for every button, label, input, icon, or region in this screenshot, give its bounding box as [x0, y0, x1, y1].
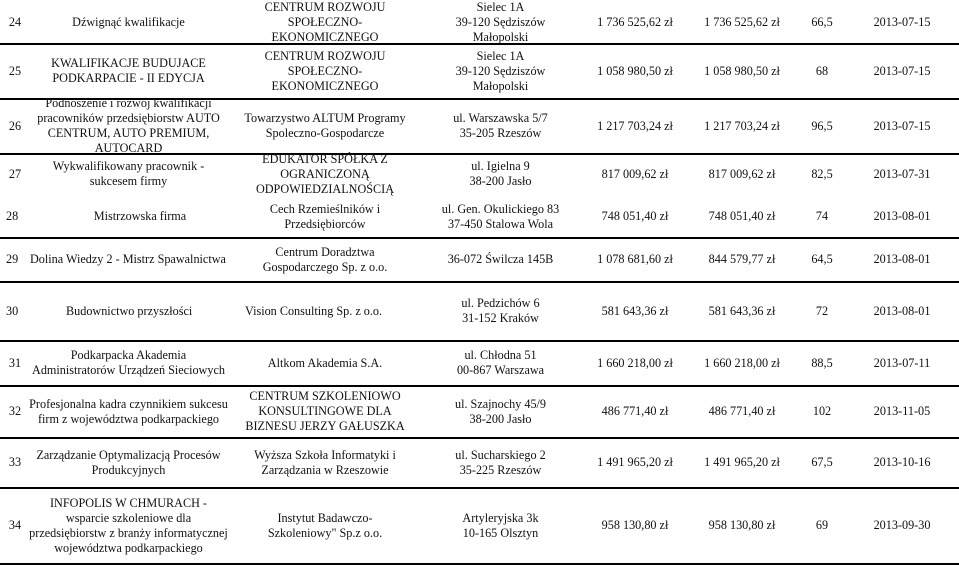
row-number: 30: [6, 303, 19, 318]
funding-amount: 958 130,80 zł: [708, 518, 776, 532]
evaluation-date: 2013-07-15: [873, 63, 931, 78]
project-title-line: firm z województwa podkarpackiego: [37, 411, 220, 426]
project-title-line: sukcesem firmy: [89, 174, 168, 188]
project-value: 1 078 681,60 zł: [597, 252, 673, 266]
funding-amount: 1 736 525,62 zł: [704, 14, 780, 29]
organization-address: [419, 195, 582, 238]
project-title: [26, 43, 231, 99]
project-title-line: Podnoszenie i rozwój kwalifikacji: [45, 96, 212, 110]
project-value: 1 491 965,20 zł: [597, 455, 673, 469]
project-title: [26, 153, 231, 195]
project-title-line: CENTRUM, AUTO PREMIUM,: [47, 126, 210, 140]
organization-name-line: Przedsiębiorców: [284, 216, 366, 231]
organization-address: 36-072 Świlcza 145B: [447, 252, 554, 266]
organization-address-line: ul. Pedzichów 6: [461, 296, 540, 310]
organization-name-line: Szkoleniowy" Sp.z o.o.: [267, 525, 383, 540]
organization-address-line: Małopolski: [472, 78, 529, 93]
funding-amount: 748 051,40 zł: [708, 209, 776, 223]
organization-name-line: Centrum Doradztwa: [275, 244, 375, 259]
project-title: Dźwignąć kwalifikacje: [72, 14, 185, 29]
project-value: 1 217 703,24 zł: [597, 118, 673, 133]
project-title: [26, 487, 231, 564]
funding-amount: 1 491 965,20 zł: [704, 455, 780, 469]
organization-name-line: Instytut Badawczo-: [277, 510, 373, 525]
row-number: 29: [6, 252, 19, 266]
organization-name-line: KONSULTINGOWE DLA: [258, 404, 392, 418]
organization-name: Vision Consulting Sp. z o.o.: [245, 303, 383, 318]
organization-address: [419, 385, 582, 438]
organization-address-line: ul. Sucharskiego 2: [455, 447, 546, 462]
project-title-line: Administratorów Urządzeń Sieciowych: [32, 363, 225, 377]
funding-amount: 1 217 703,24 zł: [704, 118, 780, 133]
project-value: 958 130,80 zł: [601, 518, 669, 532]
evaluation-date: 2013-11-05: [873, 404, 931, 418]
organization-name-line: Wyższa Szkoła Informatyki i: [254, 447, 396, 462]
organization-name-line: ODPOWIEDZIALNOŚCIĄ: [255, 181, 395, 196]
project-value: 581 643,36 zł: [601, 303, 669, 318]
project-value: 486 771,40 zł: [601, 404, 669, 418]
organization-address-line: ul. Warszawska 5/7: [453, 111, 548, 125]
row-number: 31: [8, 355, 22, 370]
organization-address: [419, 153, 582, 195]
evaluation-score: 68: [815, 63, 829, 78]
organization-name-line: OGRANICZONĄ: [280, 166, 370, 181]
evaluation-score: 67,5: [811, 455, 833, 469]
organization-address-line: Sielec 1A: [476, 48, 525, 63]
organization-name: [231, 195, 419, 238]
evaluation-date: 2013-08-01: [873, 252, 931, 266]
organization-name: [231, 437, 419, 488]
organization-address-line: 10-165 Olsztyn: [462, 525, 539, 540]
project-title-line: Wykwalifikowany pracownik -: [52, 159, 205, 173]
evaluation-score: 66,5: [811, 14, 833, 29]
project-title-line: Zarządzanie Optymalizacją Procesów: [36, 447, 221, 462]
evaluation-date: 2013-07-31: [873, 166, 931, 181]
organization-address-line: ul. Gen. Okulickiego 83: [441, 201, 560, 216]
organization-name-line: EKONOMICZNEGO: [271, 29, 379, 44]
organization-address-line: Artyleryjska 3k: [462, 510, 539, 525]
row-number: 32: [8, 404, 22, 418]
evaluation-score: 69: [815, 518, 829, 532]
funding-amount: 581 643,36 zł: [708, 303, 776, 318]
organization-address-line: ul. Szajnochy 45/9: [454, 396, 547, 411]
organization-name-line: CENTRUM ROZWOJU: [264, 0, 386, 14]
organization-name-line: EDUKATOR SPÓŁKA Z: [262, 151, 388, 166]
funding-amount: 1 660 218,00 zł: [704, 355, 780, 370]
evaluation-score: 96,5: [811, 118, 833, 133]
project-value: 1 660 218,00 zł: [597, 355, 673, 370]
row-number: 33: [8, 455, 22, 469]
project-value: 748 051,40 zł: [601, 209, 669, 223]
organization-address-line: Sielec 1A: [476, 0, 525, 14]
row-number: 27: [8, 166, 22, 181]
evaluation-date: 2013-07-11: [873, 355, 931, 370]
organization-name-line: Towarzystwo ALTUM Programy: [244, 111, 406, 125]
organization-name: [231, 487, 419, 564]
organization-name-line: CENTRUM SZKOLENIOWO: [249, 389, 401, 403]
evaluation-score: 64,5: [811, 252, 833, 266]
evaluation-score: 82,5: [811, 166, 833, 181]
evaluation-score: 74: [815, 209, 829, 223]
organization-name: Altkom Akademia S.A.: [267, 355, 383, 370]
organization-name-line: Gospodarczego Sp. z o.o.: [262, 259, 388, 274]
project-title-line: Profesjonalna kadra czynnikiem sukcesu: [29, 396, 228, 411]
organization-name-line: Cech Rzemieślników i: [269, 201, 381, 216]
project-value: 817 009,62 zł: [601, 166, 669, 181]
project-title: [26, 437, 231, 488]
organization-name-line: BIZNESU JERZY GAŁUSZKA: [245, 419, 405, 433]
organization-address-line: 35-225 Rzeszów: [459, 462, 542, 477]
organization-name-line: Spoleczno-Gospodarcze: [265, 126, 385, 140]
evaluation-date: 2013-08-01: [873, 209, 931, 223]
organization-address-line: 39-120 Sędziszów: [455, 14, 546, 29]
evaluation-date: 2013-10-16: [873, 455, 931, 469]
row-number: 24: [8, 14, 22, 29]
funding-amount: 1 058 980,50 zł: [704, 63, 780, 78]
project-title: Budownictwo przyszłości: [66, 303, 193, 318]
organization-name-line: EKONOMICZNEGO: [271, 78, 379, 93]
project-title: [26, 385, 231, 438]
organization-name: [231, 237, 419, 282]
organization-address: [419, 0, 582, 44]
project-title-line: Podkarpacka Akademia: [70, 348, 187, 362]
organization-address-line: 38-200 Jasło: [469, 174, 532, 188]
organization-name: [231, 98, 419, 154]
organization-address: [419, 98, 582, 154]
funding-amount: 486 771,40 zł: [708, 404, 776, 418]
funding-amount: 844 579,77 zł: [708, 252, 776, 266]
organization-address-line: 38-200 Jasło: [469, 411, 532, 426]
organization-name-line: SPOŁECZNO-: [287, 63, 363, 78]
project-title-line: INFOPOLIS W CHMURACH -: [50, 495, 207, 510]
organization-address-line: 31-152 Kraków: [462, 311, 539, 325]
funding-amount: 817 009,62 zł: [708, 166, 776, 181]
row-number: 25: [8, 63, 22, 78]
organization-name: [231, 43, 419, 99]
organization-name-line: Zarządzania w Rzeszowie: [261, 462, 389, 477]
project-title: Mistrzowska firma: [93, 209, 187, 223]
organization-address-line: 37-450 Stalowa Wola: [447, 216, 554, 231]
project-title-line: Produkcyjnych: [91, 462, 166, 477]
organization-name: [231, 385, 419, 438]
organization-name: [231, 153, 419, 195]
project-title-line: wsparcie szkoleniowe dla: [65, 510, 192, 525]
project-value: 1 736 525,62 zł: [597, 14, 673, 29]
project-title-line: województwa podkarpackiego: [54, 540, 203, 555]
evaluation-score: 72: [815, 303, 829, 318]
project-value: 1 058 980,50 zł: [597, 63, 673, 78]
project-title-line: pracowników przedsiębiorstw AUTO: [37, 111, 220, 125]
project-title-line: KWALIFIKACJE BUDUJACE: [51, 56, 206, 70]
organization-address: [419, 281, 582, 341]
organization-address-line: ul. Igielna 9: [471, 159, 530, 173]
project-title-line: AUTOCARD: [94, 141, 163, 155]
project-title-line: przedsiębiorstw z branży informatycznej: [29, 525, 228, 540]
organization-address-line: 35-205 Rzeszów: [459, 126, 542, 140]
organization-address: [419, 340, 582, 386]
organization-address: [419, 437, 582, 488]
row-number: 28: [6, 209, 19, 223]
organization-address-line: 00-867 Warszawa: [456, 363, 545, 377]
project-title: [26, 340, 231, 386]
row-number: 26: [8, 118, 22, 133]
organization-address: [419, 43, 582, 99]
organization-address-line: 39-120 Sędziszów: [455, 63, 546, 78]
evaluation-date: 2013-09-30: [873, 518, 931, 532]
organization-name-line: SPOŁECZNO-: [287, 14, 363, 29]
project-title: Dolina Wiedzy 2 - Mistrz Spawalnictwa: [30, 252, 226, 266]
evaluation-date: 2013-07-15: [873, 118, 931, 133]
evaluation-score: 88,5: [811, 355, 833, 370]
project-title: [26, 98, 231, 154]
evaluation-date: 2013-08-01: [873, 303, 931, 318]
organization-name-line: CENTRUM ROZWOJU: [264, 48, 386, 63]
organization-name: [231, 0, 419, 44]
organization-address-line: Małopolski: [472, 29, 529, 44]
row-number: 34: [8, 518, 22, 532]
evaluation-score: 102: [812, 404, 832, 418]
organization-address: [419, 487, 582, 564]
project-title-line: PODKARPACIE - II EDYCJA: [52, 71, 205, 85]
organization-address-line: ul. Chłodna 51: [464, 348, 537, 362]
evaluation-date: 2013-07-15: [873, 14, 931, 29]
